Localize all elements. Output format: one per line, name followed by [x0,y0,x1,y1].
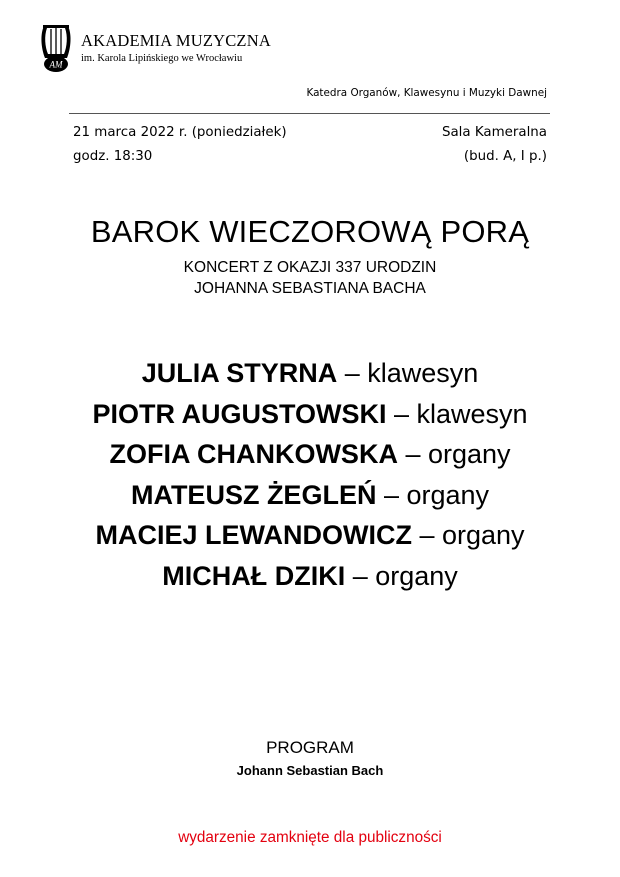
performer-item [0,475,620,516]
performer-name: ZOFIA CHANKOWSKA [109,439,398,469]
lyre-icon [37,22,75,74]
performer-instrument: – organy [397,439,511,469]
performer-name: MATEUSZ ŻEGLEŃ [130,479,377,510]
event-date-time [73,121,287,169]
svg-text:AM: AM [49,59,63,70]
performer-name: MACIEJ LEWANDOWICZ [95,520,412,550]
performer-instrument: – organy [345,560,458,591]
performer-item [0,353,620,394]
header-divider [69,113,550,114]
performer-item [0,394,620,435]
venue-detail: (bud. A, I p.) [463,149,547,164]
performer-instrument: – klawesyn [337,358,479,388]
performer-name: PIOTR AUGUSTOWSKI [92,398,387,429]
program-heading: PROGRAM [266,738,354,757]
performers-list [0,353,620,596]
academy-subtitle: im. Karola Lipińskiego we Wrocławiu [81,53,243,64]
closed-event-notice: wydarzenie zamknięte dla publiczności [178,829,442,846]
event-time: godz. 18:30 [73,149,153,164]
performer-name: JULIA STYRNA [141,358,338,388]
performer-item [0,515,620,556]
performer-item [0,434,620,475]
event-date: 21 marca 2022 r. (poniedziałek) [73,125,287,140]
academy-name: AKADEMIA MUZYCZNA [81,31,271,50]
subtitle-line: KONCERT Z OKAZJI 337 URODZIN [183,259,437,276]
academy-logo [37,22,271,74]
performer-instrument: – klawesyn [386,398,528,429]
venue-name: Sala Kameralna [441,125,547,140]
program-composer: Johann Sebastian Bach [236,763,384,778]
concert-title: BAROK WIECZOROWĄ PORĄ [90,214,530,249]
subtitle-line: JOHANNA SEBASTIANA BACHA [194,280,426,297]
concert-subtitle [0,257,620,299]
event-venue [442,121,547,169]
performer-instrument: – organy [411,520,525,550]
department-name: Katedra Organów, Klawesynu i Muzyki Dawnej [306,87,547,99]
performer-item [0,556,620,597]
performer-name: MICHAŁ DZIKI [162,560,346,591]
performer-instrument: – organy [376,479,490,510]
